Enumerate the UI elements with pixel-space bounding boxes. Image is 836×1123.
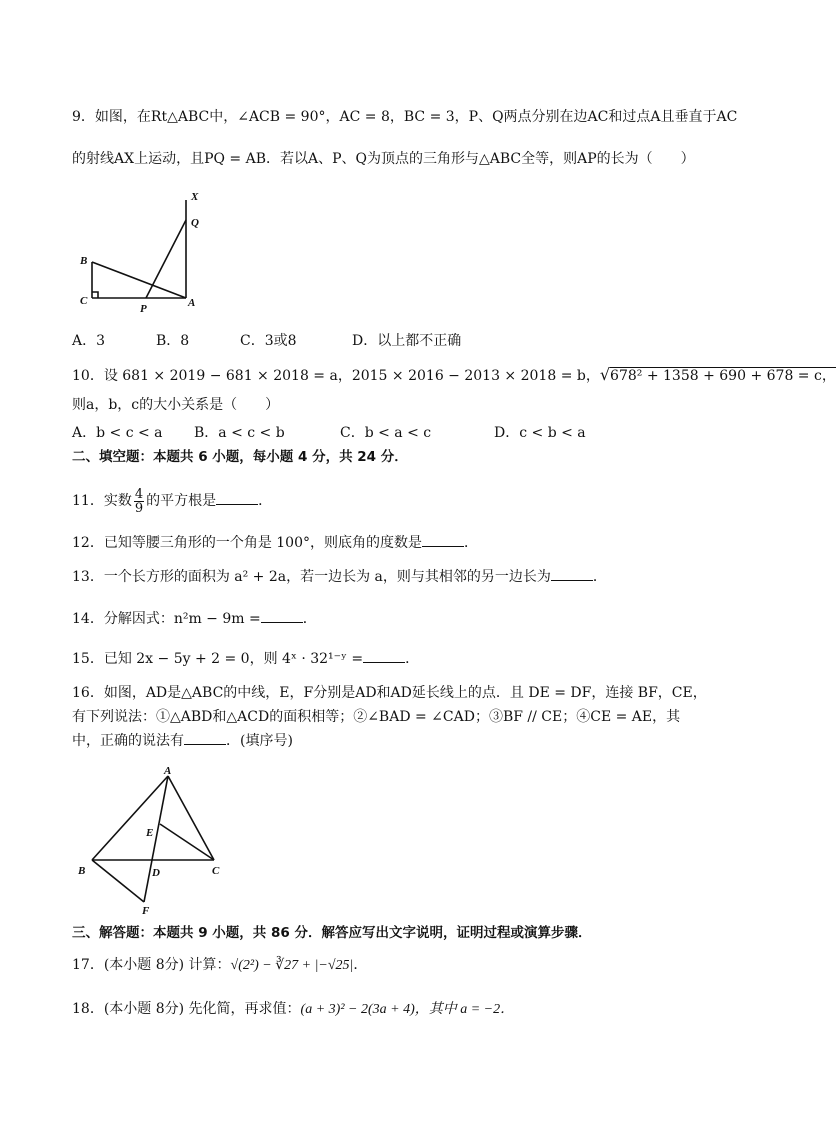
q10-option-d: D．c < b < a [494,425,586,441]
label-p: P [140,303,147,315]
q17-line [72,956,367,975]
label-b: B [80,255,88,267]
segment-pq [146,220,186,298]
q11-fraction [134,488,144,515]
q11-denominator: 9 [134,500,144,516]
side-ab [92,776,168,860]
q18-line [72,1000,514,1019]
q18-expression: (a + 3)² − 2(3a + 4)，其中 a = −2． [300,1002,515,1017]
q9-line2: 的射线AX上运动，且PQ = AB．若以A、P、Q为顶点的三角形与△ABC全等，则AP的长为（ ） [72,151,695,167]
q17-end: ． [353,957,368,973]
q12-line [72,534,478,552]
side-ba [92,262,186,298]
q9-option-d: D．以上都不正确 [352,333,462,349]
q9-figure [78,186,210,318]
q10-line1 [72,366,836,385]
right-angle-mark [92,292,98,298]
q16-line1: 16．如图，AD是△ABC的中线，E，F分别是AD和AD延长线上的点．且 DE = DF，连接 BF，CE， [72,685,707,701]
q13-text: 13．一个长方形的面积为 a² + 2a，若一边长为 a，则与其相邻的另一边长为 [72,569,551,585]
q10-line2: 则a，b，c的大小关系是（ ） [72,397,280,413]
label-x: X [191,191,199,203]
label-c: C [80,295,88,307]
q10-sqrt-sign: √ [599,365,611,384]
label-d: D [152,867,160,879]
q11-answer-blank[interactable] [216,492,258,505]
q16-figure [76,764,226,916]
q13-answer-blank[interactable] [551,568,593,581]
q11-post: 的平方根是 [146,493,217,509]
label-a: A [164,765,172,777]
q11-numerator: 4 [134,486,144,502]
q14-answer-blank[interactable] [261,610,303,623]
q16-line3b: ．(填序号) [226,733,293,749]
q13-end: ． [592,569,607,585]
q11-pre: 11．实数 [72,493,132,509]
q14-line [72,610,317,628]
label-e: E [146,827,154,839]
q10-option-c: C．b < a < c [340,425,432,441]
q15-end: ． [405,651,420,667]
q14-end: ． [302,611,317,627]
label-a: A [188,297,196,309]
q9-line1: 9．如图，在Rt△ABC中，∠ACB = 90°，AC = 8，BC = 3，P、Q两点分别在边AC和过点A且垂直于AC [72,109,738,125]
q9-option-c: C．3或8 [240,333,297,349]
q13-line [72,568,607,586]
q11-line [72,486,272,516]
q10-line1a: 10．设 681 × 2019 − 681 × 2018 = a，2015 × 2016 − 2013 × 2018 = b， [72,368,600,384]
q16-line3a: 中，正确的说法有 [72,733,184,749]
q17-expression: √(2²) − ∛27 + |−√25| [230,958,354,973]
line-af [144,776,168,902]
q12-text: 12．已知等腰三角形的一个角是 100°，则底角的度数是 [72,535,422,551]
q9-option-b: B．8 [156,333,190,349]
q17-pre: 17．(本小题 8分) 计算： [72,957,231,973]
q16-line2: 有下列说法：①△ABD和△ACD的面积相等；②∠BAD = ∠CAD；③BF // CE；④CE = AE，其 [72,709,681,725]
q10-line1b: 678² + 1358 + 690 + 678 = c， [610,368,836,384]
q9-option-a: A．3 [72,333,106,349]
q14-text: 14．分解因式：n²m − 9m = [72,611,261,627]
label-b: B [78,865,86,877]
q12-end: ． [464,535,478,551]
q15-answer-blank[interactable] [363,650,405,663]
section2-heading: 二、填空题：本题共 6 小题，每小题 4 分，共 24 分． [72,449,408,465]
segment-bf [92,860,144,902]
label-c: C [212,865,220,877]
q12-answer-blank[interactable] [422,534,464,547]
q10-option-b: B．a < c < b [194,425,285,441]
q10-option-a: A．b < c < a [72,425,163,441]
label-q: Q [191,217,199,229]
segment-ce [160,824,214,860]
side-ac [168,776,214,860]
q15-text: 15．已知 2x − 5y + 2 = 0，则 4ˣ · 32¹⁻ʸ = [72,651,364,667]
q16-line3 [72,732,293,750]
section3-heading: 三、解答题：本题共 9 小题，共 86 分．解答应写出文字说明，证明过程或演算步骤． [72,925,592,941]
q18-pre: 18．(本小题 8分) 先化简，再求值： [72,1001,301,1017]
q16-answer-blank[interactable] [184,732,226,745]
label-f: F [142,905,150,917]
q11-end: ． [258,493,273,509]
q15-line [72,650,419,668]
